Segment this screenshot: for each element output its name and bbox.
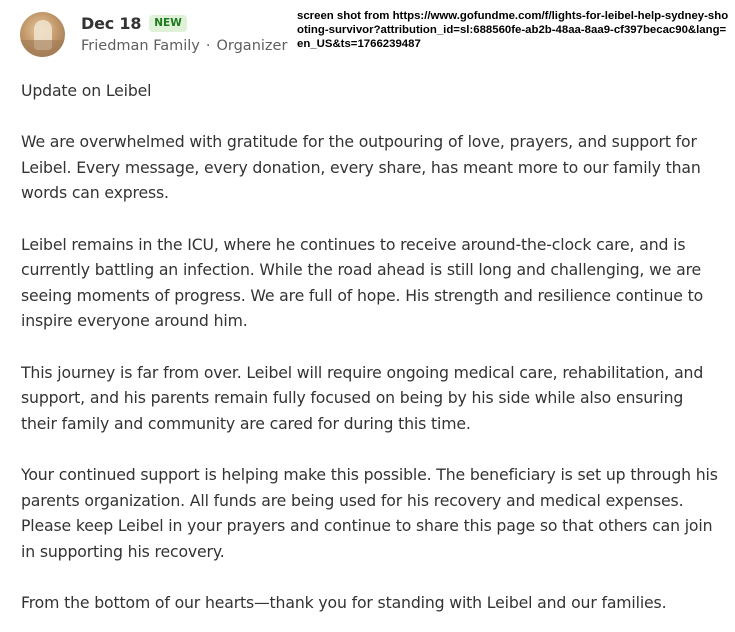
organizer-avatar[interactable] — [20, 12, 65, 57]
byline-separator: · — [205, 38, 211, 54]
update-paragraph: From the bottom of our hearts—thank you for standing with Leibel and our families. — [21, 592, 667, 612]
update-paragraph: This journey is far from over. Leibel will require ongoing medical care, rehabilitation, and support, and his parents remain fully focused on being by his side while also ensuring their family and community are cared for during this time. — [21, 362, 704, 433]
avatar-photo-shade — [20, 40, 65, 57]
update-paragraph: Your continued support is helping make this possible. The beneficiary is set up through his parents organization. All funds are being used for his recovery and medical expenses. Please keep Leibel in your prayers and continue to share this page so that others can join in supporting his recovery. — [21, 464, 718, 561]
organizer-byline — [81, 38, 287, 54]
update-post-body — [21, 78, 723, 615]
organizer-role: Organizer — [216, 38, 288, 54]
update-paragraph: Leibel remains in the ICU, where he continues to receive around-the-clock care, and is currently battling an infection. While the road ahead is still long and challenging, we are seeing moments of progress. We are full of hope. His strength and resilience continue to inspire everyone around him. — [21, 234, 704, 331]
update-title: Update on Leibel — [21, 81, 152, 100]
new-badge: NEW — [149, 15, 187, 32]
update-date: Dec 18 — [81, 13, 142, 33]
organizer-name[interactable]: Friedman Family — [81, 38, 200, 54]
screenshot-source-note: screen shot from https://www.gofundme.com/f/lights-for-leibel-help-sydney-shooting-survivor?attribution_id=sl:688560fe-ab2b-48aa-8aa9-cf397becac90&lang=en_US&ts=1766239487 — [297, 10, 729, 50]
update-header — [20, 12, 290, 58]
update-paragraph: We are overwhelmed with gratitude for the outpouring of love, prayers, and support for Leibel. Every message, every donation, every share, has meant more to our family than words can express. — [21, 132, 701, 203]
update-date-row — [81, 13, 187, 33]
